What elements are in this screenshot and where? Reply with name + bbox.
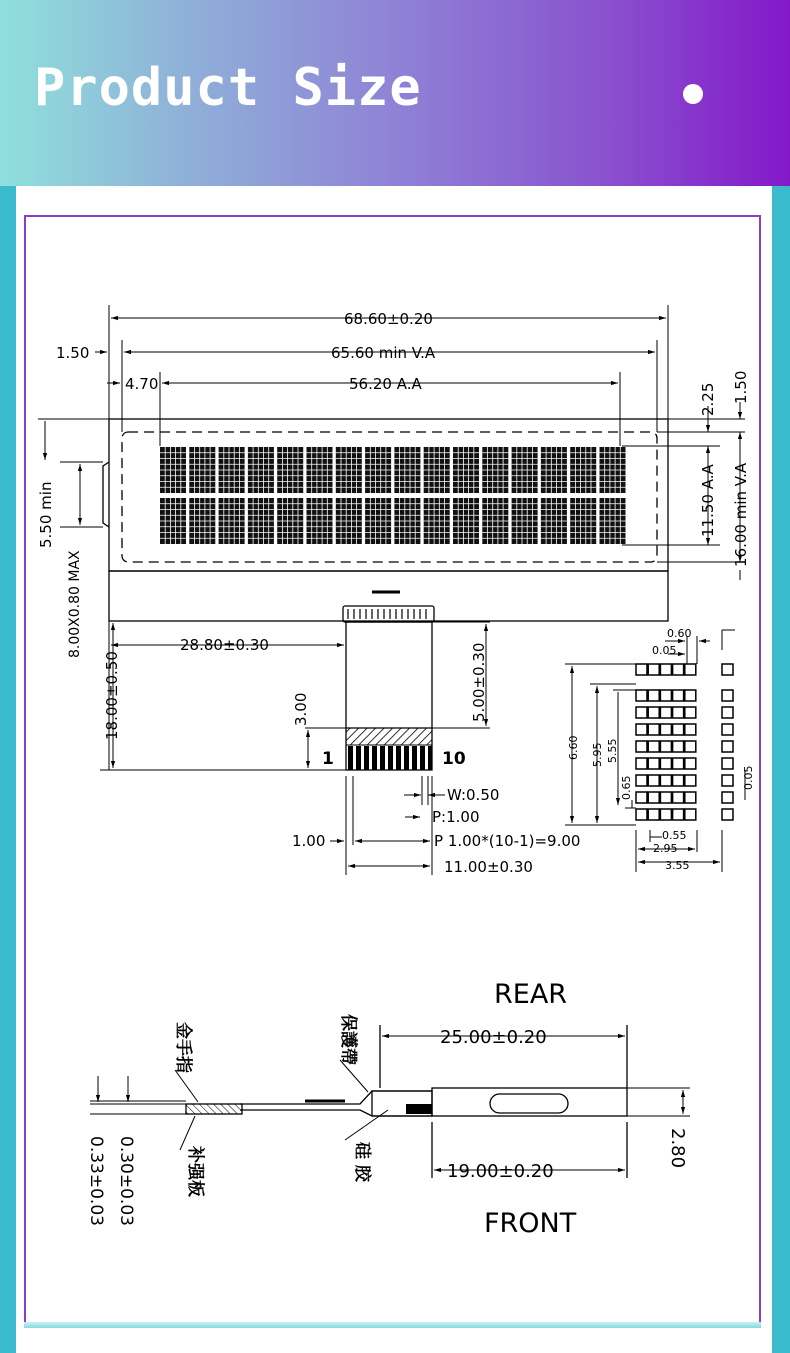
matrix-dot [648, 792, 659, 803]
character-cell [424, 447, 450, 493]
protect-tape-label: 保護帶 [338, 1014, 358, 1065]
character-cell [424, 498, 450, 544]
matrix-dot [685, 758, 696, 769]
character-cell [160, 447, 186, 493]
matrix-dot [660, 707, 671, 718]
stiffener-plate-label: 补强板 [185, 1146, 205, 1197]
w3-label: 3.55 [665, 859, 690, 872]
character-cell [277, 498, 303, 544]
char-height-label: 6.60 [567, 735, 580, 760]
matrix-dot [722, 758, 733, 769]
dim-va-left: 1.50 [56, 344, 90, 362]
dot-matrix-detail [636, 664, 733, 820]
character-cell [365, 447, 391, 493]
matrix-dot [648, 690, 659, 701]
dim-va-width: 65.60 min V.A [331, 344, 436, 362]
character-cell [600, 447, 626, 493]
matrix-dot [636, 775, 647, 786]
character-cell [600, 498, 626, 544]
dim-fpc-edge: 1.00 [292, 832, 326, 850]
length-top-label: 25.00±0.20 [440, 1027, 547, 1048]
character-cell [189, 447, 215, 493]
character-cell [453, 447, 479, 493]
matrix-dot [722, 707, 733, 718]
matrix-dot [685, 741, 696, 752]
matrix-dot [722, 792, 733, 803]
dim-top-edge: 1.50 [732, 370, 750, 404]
character-cell [219, 447, 245, 493]
dot-width-label: 0.60 [667, 627, 692, 640]
dim-fpc-length: 5.00±0.30 [470, 642, 488, 722]
thickness-label: 2.80 [667, 1128, 688, 1169]
matrix-dot [685, 690, 696, 701]
dim-va-height: 16.00 min V.A [732, 462, 750, 567]
dim-top-va: 2.25 [699, 382, 717, 416]
matrix-dot [722, 664, 733, 675]
matrix-dot [660, 690, 671, 701]
pin-first-label: 1 [322, 749, 334, 769]
character-cell [512, 498, 538, 544]
h3-label: 0.65 [620, 775, 633, 800]
dim-pin-pitch: P:1.00 [432, 808, 480, 826]
character-cell [277, 447, 303, 493]
matrix-dot [673, 664, 684, 675]
character-cell [570, 498, 596, 544]
character-cell [541, 447, 567, 493]
t1-label: 0.30±0.03 [116, 1136, 136, 1226]
character-cell [219, 498, 245, 544]
matrix-dot [648, 724, 659, 735]
dim-pitch-formula: P 1.00*(10-1)=9.00 [434, 832, 581, 850]
matrix-dot [648, 741, 659, 752]
gold-finger-label: 金手指 [173, 1022, 193, 1073]
matrix-dot [685, 792, 696, 803]
matrix-dot [636, 724, 647, 735]
rear-label: REAR [494, 979, 568, 1010]
front-label: FRONT [484, 1208, 577, 1239]
matrix-dot [660, 724, 671, 735]
matrix-dot [648, 775, 659, 786]
character-grid [160, 447, 626, 544]
matrix-dot [722, 690, 733, 701]
w2-label: 2.95 [653, 842, 678, 855]
matrix-dot [660, 775, 671, 786]
dim-left-min: 5.50 min [37, 481, 55, 548]
matrix-dot [648, 758, 659, 769]
matrix-dot [673, 792, 684, 803]
matrix-dot [648, 664, 659, 675]
matrix-dot [685, 707, 696, 718]
fpc-gold-fingers [348, 746, 432, 770]
matrix-dot [685, 664, 696, 675]
matrix-dot [636, 741, 647, 752]
dim-stiffener: 3.00 [292, 692, 310, 726]
matrix-dot [722, 724, 733, 735]
matrix-dot [636, 758, 647, 769]
w1-label: 0.55 [662, 829, 687, 842]
matrix-dot [636, 809, 647, 820]
stiffener-hatch [346, 728, 432, 745]
dim-aa-left: 4.70 [125, 375, 159, 393]
matrix-dot [660, 809, 671, 820]
character-cell [570, 447, 596, 493]
character-cell [453, 498, 479, 544]
matrix-dot [673, 707, 684, 718]
silicone-block [406, 1104, 432, 1114]
matrix-dot [636, 707, 647, 718]
character-cell [189, 498, 215, 544]
character-cell [248, 447, 274, 493]
matrix-dot [636, 690, 647, 701]
character-cell [336, 447, 362, 493]
character-cell [482, 447, 508, 493]
matrix-dot [648, 809, 659, 820]
matrix-dot [673, 758, 684, 769]
matrix-dot [660, 792, 671, 803]
matrix-dot [648, 707, 659, 718]
matrix-dot [636, 792, 647, 803]
character-cell [248, 498, 274, 544]
character-cell [307, 498, 333, 544]
dim-aa-width: 56.20 A.A [349, 375, 422, 393]
h1-label: 5.95 [591, 742, 604, 767]
dim-pin-width: W:0.50 [447, 786, 500, 804]
matrix-dot [685, 775, 696, 786]
length-bottom-label: 19.00±0.20 [447, 1161, 554, 1182]
side-gap-label: 0.05 [742, 765, 755, 790]
matrix-dot [673, 741, 684, 752]
matrix-dot [636, 664, 647, 675]
dim-left-max: 8.00X0.80 MAX [67, 550, 83, 658]
connector-pins [348, 609, 426, 619]
dim-aa-height: 11.50 A.A [699, 464, 717, 537]
matrix-dot [685, 809, 696, 820]
dim-overall-height: 18.00±0.50 [103, 651, 121, 740]
pin-last-label: 10 [442, 749, 466, 769]
matrix-dot [660, 664, 671, 675]
matrix-dot [722, 775, 733, 786]
page-title: Product Size [34, 58, 422, 118]
character-cell [307, 447, 333, 493]
character-cell [394, 447, 420, 493]
side-view-labels [86, 979, 688, 1239]
dim-fpc-width: 11.00±0.30 [444, 858, 533, 876]
dot-gap-label: 0.05 [652, 644, 677, 657]
character-cell [160, 498, 186, 544]
matrix-dot [660, 741, 671, 752]
dim-fpc-offset: 28.80±0.30 [180, 636, 269, 654]
matrix-dot [673, 775, 684, 786]
matrix-dot [673, 690, 684, 701]
character-cell [512, 447, 538, 493]
matrix-dot [660, 758, 671, 769]
matrix-dot [673, 724, 684, 735]
matrix-dot [673, 809, 684, 820]
character-cell [541, 498, 567, 544]
character-cell [365, 498, 391, 544]
silicone-label: 硅 胶 [352, 1142, 372, 1182]
character-cell [482, 498, 508, 544]
character-cell [394, 498, 420, 544]
matrix-dot [722, 741, 733, 752]
t2-label: 0.33±0.03 [86, 1136, 106, 1226]
dim-overall-width: 68.60±0.20 [344, 310, 433, 328]
matrix-dot [722, 809, 733, 820]
character-cell [336, 498, 362, 544]
h2-label: 5.55 [606, 738, 619, 763]
matrix-dot [685, 724, 696, 735]
